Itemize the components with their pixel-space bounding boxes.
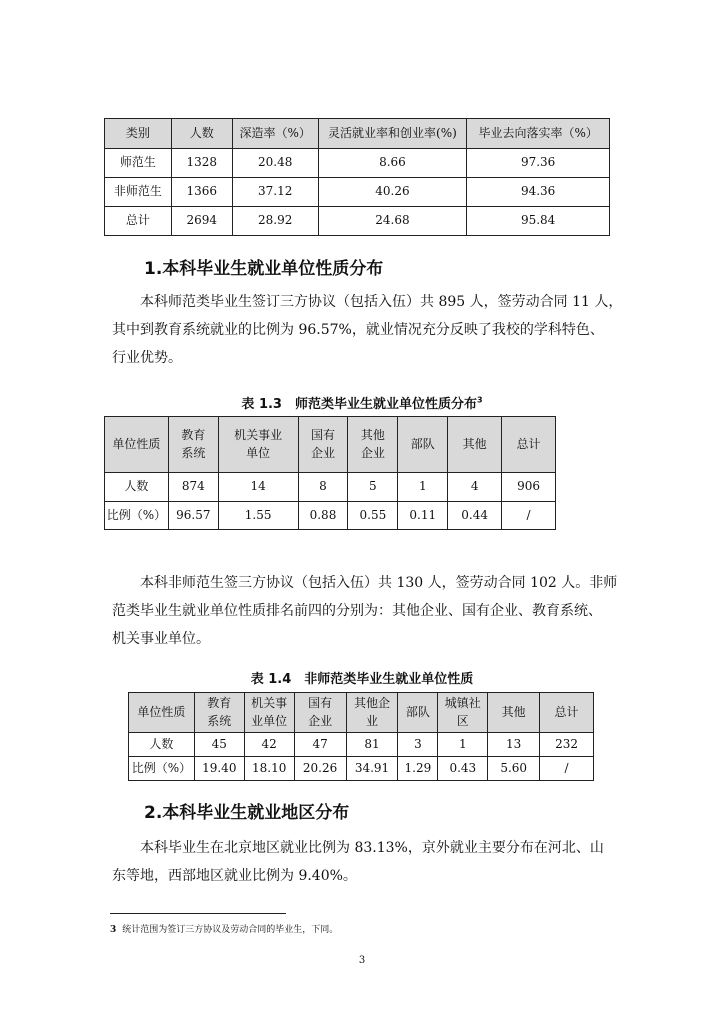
table-row (129, 733, 594, 757)
table-cell: 906 (502, 473, 556, 502)
paragraph-line: 行业优势。 (112, 350, 182, 366)
table-caption (0, 393, 724, 412)
table-cell: 45 (194, 733, 244, 757)
table-header-cell: 国有 企业 (298, 417, 348, 473)
table-cell: 1328 (171, 149, 232, 178)
table-cell: 18.10 (244, 757, 294, 781)
table-cell: / (540, 757, 594, 781)
table-cell: 0.43 (438, 757, 488, 781)
table-cell: 0.88 (298, 502, 348, 530)
table-header-cell: 单位性质 (129, 693, 195, 733)
footnote-text: 统计范围为签订三方协议及劳动合同的毕业生，下同。 (122, 925, 339, 935)
non-teacher-employment-table (128, 692, 594, 781)
table-cell: 34.91 (346, 757, 398, 781)
table-cell: 8.66 (318, 149, 467, 178)
table-header-cell: 机关事业 单位 (218, 417, 298, 473)
paragraph-line: 本科毕业生在北京地区就业比例为 83.13%，京外就业主要分布在河北、山 (140, 840, 604, 856)
table-cell: 874 (168, 473, 218, 502)
table-cell: 0.55 (348, 502, 398, 530)
paragraph-line: 机关事业单位。 (112, 631, 210, 647)
footnote-separator (110, 913, 286, 914)
footnote (110, 922, 338, 935)
table-cell: 24.68 (318, 207, 467, 236)
table-header-cell: 城镇社 区 (438, 693, 488, 733)
table-cell: 28.92 (232, 207, 318, 236)
teacher-employment-table (104, 416, 556, 530)
table-cell: 47 (294, 733, 346, 757)
table-cell: 1.29 (398, 757, 438, 781)
table-cell: 3 (398, 733, 438, 757)
table-cell: 232 (540, 733, 594, 757)
table-header-cell: 教育 系统 (168, 417, 218, 473)
table-header-cell: 总计 (502, 417, 556, 473)
table-cell: / (502, 502, 556, 530)
table-header-row (105, 417, 556, 473)
table-cell: 14 (218, 473, 298, 502)
paragraph-line: 东等地，西部地区就业比例为 9.40%。 (112, 868, 357, 884)
table-row (105, 473, 556, 502)
paragraph (112, 834, 610, 890)
table-cell: 总计 (105, 207, 172, 236)
table-cell: 95.84 (467, 207, 610, 236)
table-header-cell: 教育 系统 (194, 693, 244, 733)
table-row (129, 757, 594, 781)
table-cell: 97.36 (467, 149, 610, 178)
table-cell: 94.36 (467, 178, 610, 207)
table-header-cell: 其他 企业 (348, 417, 398, 473)
table-cell: 5.60 (488, 757, 540, 781)
table-cell: 人数 (105, 473, 169, 502)
table-cell: 1.55 (218, 502, 298, 530)
section-heading: 1.本科毕业生就业单位性质分布 (144, 259, 384, 279)
table-cell: 2694 (171, 207, 232, 236)
table-header-cell: 国有 企业 (294, 693, 346, 733)
table-header-cell: 类别 (105, 119, 172, 149)
table-cell: 1 (438, 733, 488, 757)
table-cell: 1 (398, 473, 448, 502)
paragraph-line: 其中到教育系统就业的比例为 96.57%，就业情况充分反映了我校的学科特色、 (112, 322, 604, 338)
table-cell: 42 (244, 733, 294, 757)
table-header-cell: 灵活就业率和创业率(%) (318, 119, 467, 149)
table-cell: 比例（%） (129, 757, 195, 781)
table-header-cell: 人数 (171, 119, 232, 149)
table-cell: 4 (448, 473, 502, 502)
table-cell: 5 (348, 473, 398, 502)
table-header-row (129, 693, 594, 733)
paragraph (112, 288, 623, 372)
table-cell: 96.57 (168, 502, 218, 530)
paragraph-line: 本科师范类毕业生签订三方协议（包括入伍）共 895 人，签劳动合同 11 人， (140, 294, 623, 310)
table-cell: 8 (298, 473, 348, 502)
table-caption: 表 1.4 非师范类毕业生就业单位性质 (250, 672, 474, 687)
table-header-row (105, 119, 610, 149)
paragraph (112, 569, 618, 653)
caption-text: 表 1.3 师范类毕业生就业单位性质分布 (241, 397, 477, 412)
table-header-cell: 总计 (540, 693, 594, 733)
footnote-ref: 3 (476, 395, 483, 405)
table-header-cell: 毕业去向落实率（%） (467, 119, 610, 149)
table-cell: 比例（%） (105, 502, 169, 530)
table-cell: 1366 (171, 178, 232, 207)
table-header-cell: 单位性质 (105, 417, 169, 473)
paragraph-line: 范类毕业生就业单位性质排名前四的分别为：其他企业、国有企业、教育系统、 (112, 603, 602, 619)
table-cell: 81 (346, 733, 398, 757)
footnote-number: 3 (110, 925, 117, 935)
table-cell: 0.44 (448, 502, 502, 530)
table-cell: 师范生 (105, 149, 172, 178)
table-row (105, 207, 610, 236)
summary-table (104, 118, 610, 236)
table-cell: 20.48 (232, 149, 318, 178)
table-cell: 40.26 (318, 178, 467, 207)
table-cell: 19.40 (194, 757, 244, 781)
page-number: 3 (358, 955, 366, 966)
paragraph-line: 本科非师范生签三方协议（包括入伍）共 130 人，签劳动合同 102 人。非师 (140, 575, 618, 591)
table-header-cell: 其他企 业 (346, 693, 398, 733)
table-cell: 非师范生 (105, 178, 172, 207)
table-header-cell: 部队 (398, 417, 448, 473)
table-cell: 37.12 (232, 178, 318, 207)
table-row (105, 502, 556, 530)
table-header-cell: 其他 (488, 693, 540, 733)
table-header-cell: 部队 (398, 693, 438, 733)
table-row (105, 149, 610, 178)
table-header-cell: 其他 (448, 417, 502, 473)
section-heading: 2.本科毕业生就业地区分布 (144, 803, 350, 823)
table-cell: 20.26 (294, 757, 346, 781)
table-cell: 13 (488, 733, 540, 757)
table-cell: 0.11 (398, 502, 448, 530)
table-cell: 人数 (129, 733, 195, 757)
table-header-cell: 机关事 业单位 (244, 693, 294, 733)
table-header-cell: 深造率（%） (232, 119, 318, 149)
table-row (105, 178, 610, 207)
